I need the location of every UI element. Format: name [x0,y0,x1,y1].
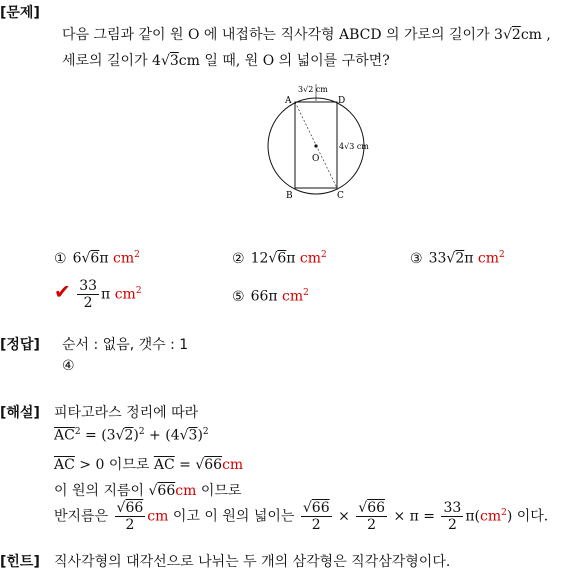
explanation-line-1: 피타고라스 정리에 따라 [54,405,199,421]
label-d: D [338,96,346,106]
answer-line-1: 순서 : 없음, 갯수 : 1 [62,337,189,353]
hint-text: 직사각형의 대각선으로 나뉘는 두 개의 삼각형은 직각삼각형이다. [54,554,451,570]
answer-label: [정답] [0,337,40,353]
label-o: O [312,154,320,164]
center-point [314,144,317,147]
checkmark-icon: ✔ [54,279,71,304]
explanation-line-4: 이 원의 지름이 √66cm 이므로 [54,483,242,499]
question-line-2: 세로의 길이가 4√3cm 일 때, 원 O 의 넓이를 구하면? [62,53,390,69]
label-c: C [337,191,344,201]
choice-2[interactable]: ② 12√6π $cm^2$ [232,250,327,267]
label-b: B [286,191,293,201]
circle-rectangle-figure [262,84,382,202]
choice-5[interactable]: ⑤ 66π $cm^2$ [232,288,309,305]
label-width: 3√2 cm [298,85,328,94]
choice-3[interactable]: ③ 33√2π $cm^2$ [410,250,505,267]
choice-1[interactable]: ① 6√6π $cm^2$ [54,250,140,267]
label-a: A [285,96,292,106]
choice-4[interactable]: ✔ $\frac{33}{2}$ π $cm^2$ [54,278,142,312]
explanation-line-3: $\overline{AC} > 0$ 이므로 $\overline{AC} = √66cm$ [54,457,244,473]
question-line-1: 다음 그림과 같이 원 O 에 내접하는 직사각형 ABCD 의 가로의 길이가 3√2cm , [62,27,551,43]
label-height: 4√3 cm [339,142,369,151]
answer-line-2: ④ [62,358,75,374]
explanation-line-5: 반지름은 $\frac{√66}{2}$ cm 이고 이 원의 넓이는 $\frac{√66}{2}$ × $\frac{√66}{2}$ × π = $\frac{33}{2}$ $\pi(cm^2)$ 이다. [54,500,549,534]
hint-label: [힌트] [0,554,40,570]
explanation-line-2: $\overline{AC}^2 = (3√2)^2 + (4√3)^2$ [54,427,209,444]
explanation-label: [해설] [0,405,40,421]
question-label: [문제] [0,5,40,21]
